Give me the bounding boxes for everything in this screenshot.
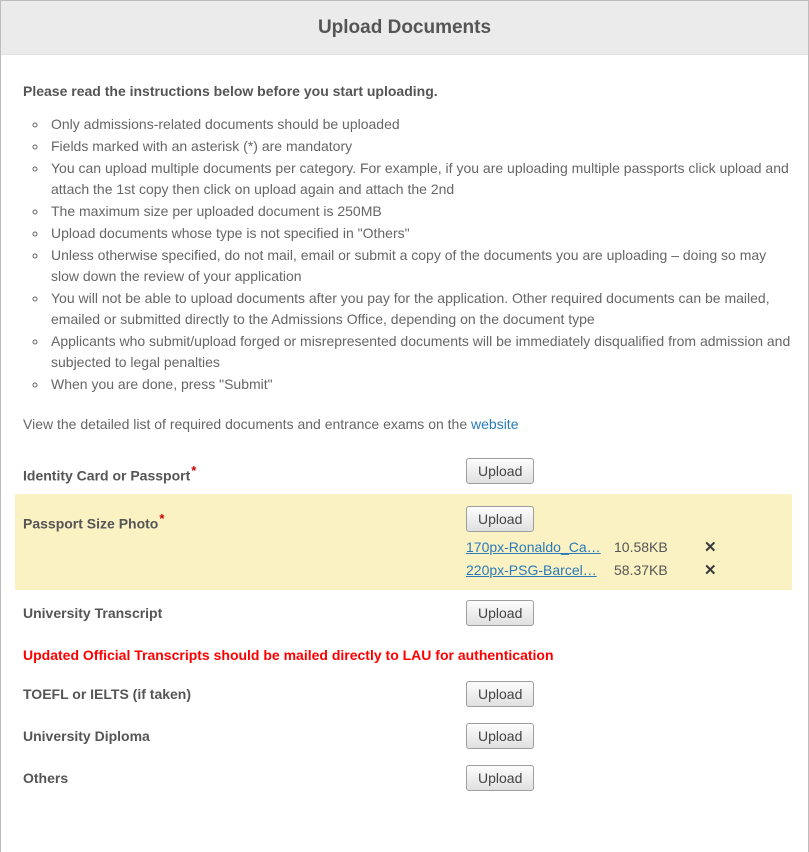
instruction-item: ◦ You will not be able to upload documents after you pay for the application. Other required documents can be mailed, emailed or submitted directly to the Admissions Office, depending on the document type: [48, 288, 792, 330]
field-control: [466, 681, 792, 707]
field-control: [466, 723, 792, 749]
instructions-heading: Please read the instructions below before you start uploading.: [23, 83, 438, 99]
upload-button-toefl-ielts[interactable]: Upload: [466, 681, 534, 707]
upload-button-university-diploma[interactable]: Upload: [466, 723, 534, 749]
field-label-university-transcript: University Transcript: [23, 605, 163, 621]
upload-fields: [1, 450, 808, 799]
field-label-university-diploma: University Diploma: [23, 728, 150, 744]
upload-button-university-transcript[interactable]: Upload: [466, 600, 534, 626]
uploaded-file-size: 10.58KB: [614, 539, 668, 555]
details-text: View the detailed list of required documents and entrance exams on the: [23, 416, 472, 432]
field-label-identity-card: [23, 458, 466, 484]
field-row-university-transcript: [1, 592, 808, 634]
instruction-item: ◦ Applicants who submit/upload forged or misrepresented documents will be immediately disqualified from admission and subjected to legal penalties: [48, 331, 792, 373]
panel-content: [1, 55, 808, 799]
field-control: [466, 458, 792, 484]
field-control: [466, 600, 792, 626]
instruction-item: ◦ Only admissions-related documents should be uploaded: [48, 114, 792, 135]
field-label-passport-photo: [23, 506, 466, 532]
uploaded-file-row: [466, 562, 792, 578]
field-control: [466, 506, 792, 578]
required-asterisk: *: [159, 511, 165, 526]
field-row-others: [1, 757, 808, 799]
field-label-text: Passport Size Photo: [23, 515, 159, 532]
instruction-item: ◦ When you are done, press "Submit": [48, 374, 792, 395]
instruction-item: ◦ Upload documents whose type is not specified in "Others": [48, 223, 792, 244]
instruction-item: ◦ The maximum size per uploaded document is 250MB: [48, 201, 792, 222]
remove-file-icon[interactable]: ✕: [704, 561, 717, 579]
field-label-toefl-ielts: TOEFL or IELTS (if taken): [23, 686, 192, 702]
required-asterisk: *: [191, 463, 197, 478]
instruction-item: ◦ Unless otherwise specified, do not mail, email or submit a copy of the documents you are uploading – doing so may slow down the review of your application: [48, 245, 792, 287]
website-link[interactable]: website: [471, 416, 519, 432]
instruction-item: ◦ Fields marked with an asterisk (*) are mandatory: [48, 136, 792, 157]
field-row-passport-photo: [15, 494, 792, 590]
instruction-item: ◦ You can upload multiple documents per category. For example, if you are uploading multiple passports click upload and attach the 1st copy then click on upload again and attach the 2nd: [48, 158, 792, 200]
page-title: Upload Documents: [317, 16, 492, 38]
uploaded-file-link[interactable]: 220px-PSG-Barcel…: [466, 562, 597, 578]
upload-button-passport-photo[interactable]: Upload: [466, 506, 534, 532]
panel-header: [1, 1, 808, 55]
transcript-warning-text: Updated Official Transcripts should be mailed directly to LAU for authentication: [23, 647, 554, 663]
field-control: [466, 765, 792, 791]
uploaded-file-size: 58.37KB: [614, 562, 668, 578]
details-line: [23, 416, 792, 432]
uploaded-file-link[interactable]: 170px-Ronaldo_Ca…: [466, 539, 601, 555]
field-row-identity-card: [1, 450, 808, 492]
field-row-university-diploma: [1, 715, 808, 757]
upload-button-identity-card[interactable]: Upload: [466, 458, 534, 484]
field-label-text: Identity Card or Passport: [23, 467, 191, 484]
uploaded-file-row: [466, 539, 792, 555]
instructions-list: [23, 114, 792, 395]
upload-button-others[interactable]: Upload: [466, 765, 534, 791]
field-label-others: Others: [23, 770, 69, 786]
remove-file-icon[interactable]: ✕: [704, 538, 717, 556]
field-row-toefl-ielts: [1, 673, 808, 715]
